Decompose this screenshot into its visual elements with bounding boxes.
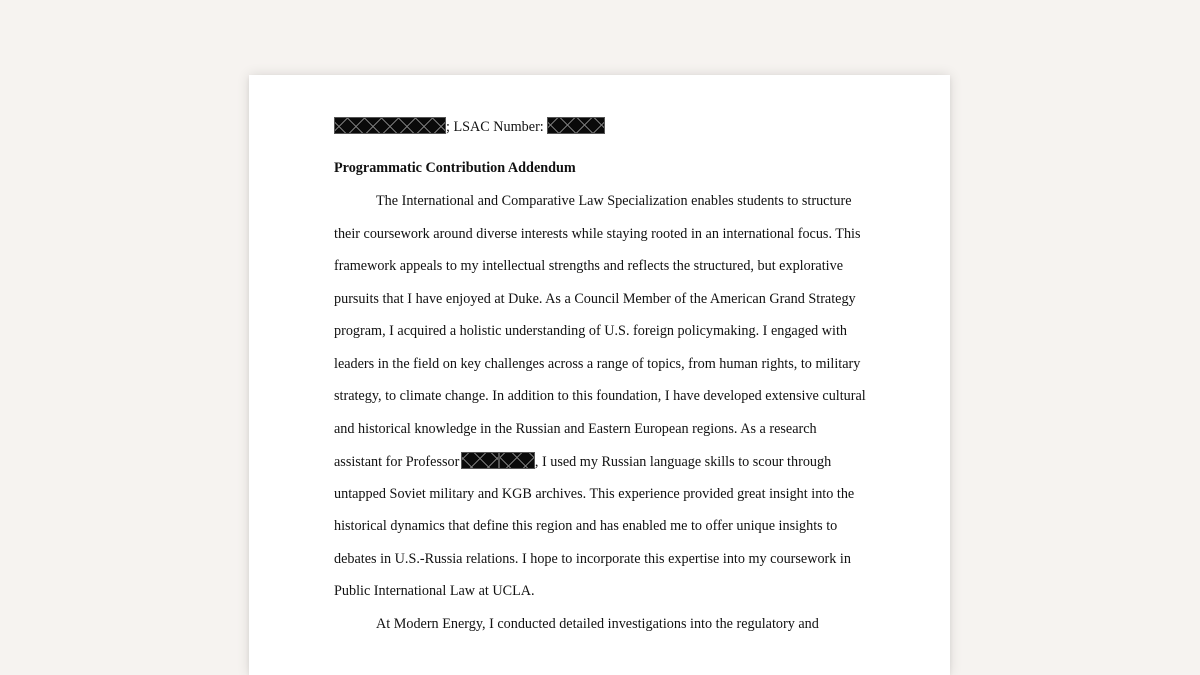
paragraph-line: At Modern Energy, I conducted detailed investigations into the regulatory and [376, 616, 819, 632]
document-title: Programmatic Contribution Addendum [334, 160, 576, 176]
header-separator: ; [446, 119, 450, 135]
redacted-professor-name-block [461, 452, 499, 469]
applicant-header [334, 117, 605, 136]
paragraph-line: Public International Law at UCLA. [334, 583, 535, 599]
document-page [249, 75, 950, 675]
redacted-lsac-number-block [547, 117, 605, 134]
paragraph-text: , I used my Russian language skills to scour through [534, 454, 832, 470]
redacted-name-block [334, 117, 446, 134]
paragraph-line: their coursework around diverse interests while staying rooted in an international focus. This [334, 226, 861, 242]
paragraph-line: strategy, to climate change. In addition to this foundation, I have developed extensive cultural [334, 388, 866, 404]
paragraph-line: The International and Comparative Law Specialization enables students to structure [376, 193, 852, 209]
paragraph-line: pursuits that I have enjoyed at Duke. As a Council Member of the American Grand Strategy [334, 291, 856, 307]
paragraph-text: assistant for Professor [334, 454, 460, 470]
paragraph-line: debates in U.S.-Russia relations. I hope to incorporate this expertise into my coursework in [334, 551, 851, 567]
paragraph-line: framework appeals to my intellectual strengths and reflects the structured, but explorative [334, 258, 843, 274]
redacted-professor-name-block [499, 452, 535, 469]
lsac-label: LSAC Number: [449, 119, 548, 135]
paragraph-line: leaders in the field on key challenges across a range of topics, from human rights, to military [334, 356, 861, 372]
paragraph-line: untapped Soviet military and KGB archives. This experience provided great insight into the [334, 486, 855, 502]
paragraph-line: historical dynamics that define this region and has enabled me to offer unique insights to [334, 518, 838, 534]
paragraph-line-with-redaction [334, 452, 831, 471]
paragraph-line: and historical knowledge in the Russian and Eastern European regions. As a research [334, 421, 817, 437]
paragraph-line: program, I acquired a holistic understanding of U.S. foreign policymaking. I engaged with [334, 323, 847, 339]
